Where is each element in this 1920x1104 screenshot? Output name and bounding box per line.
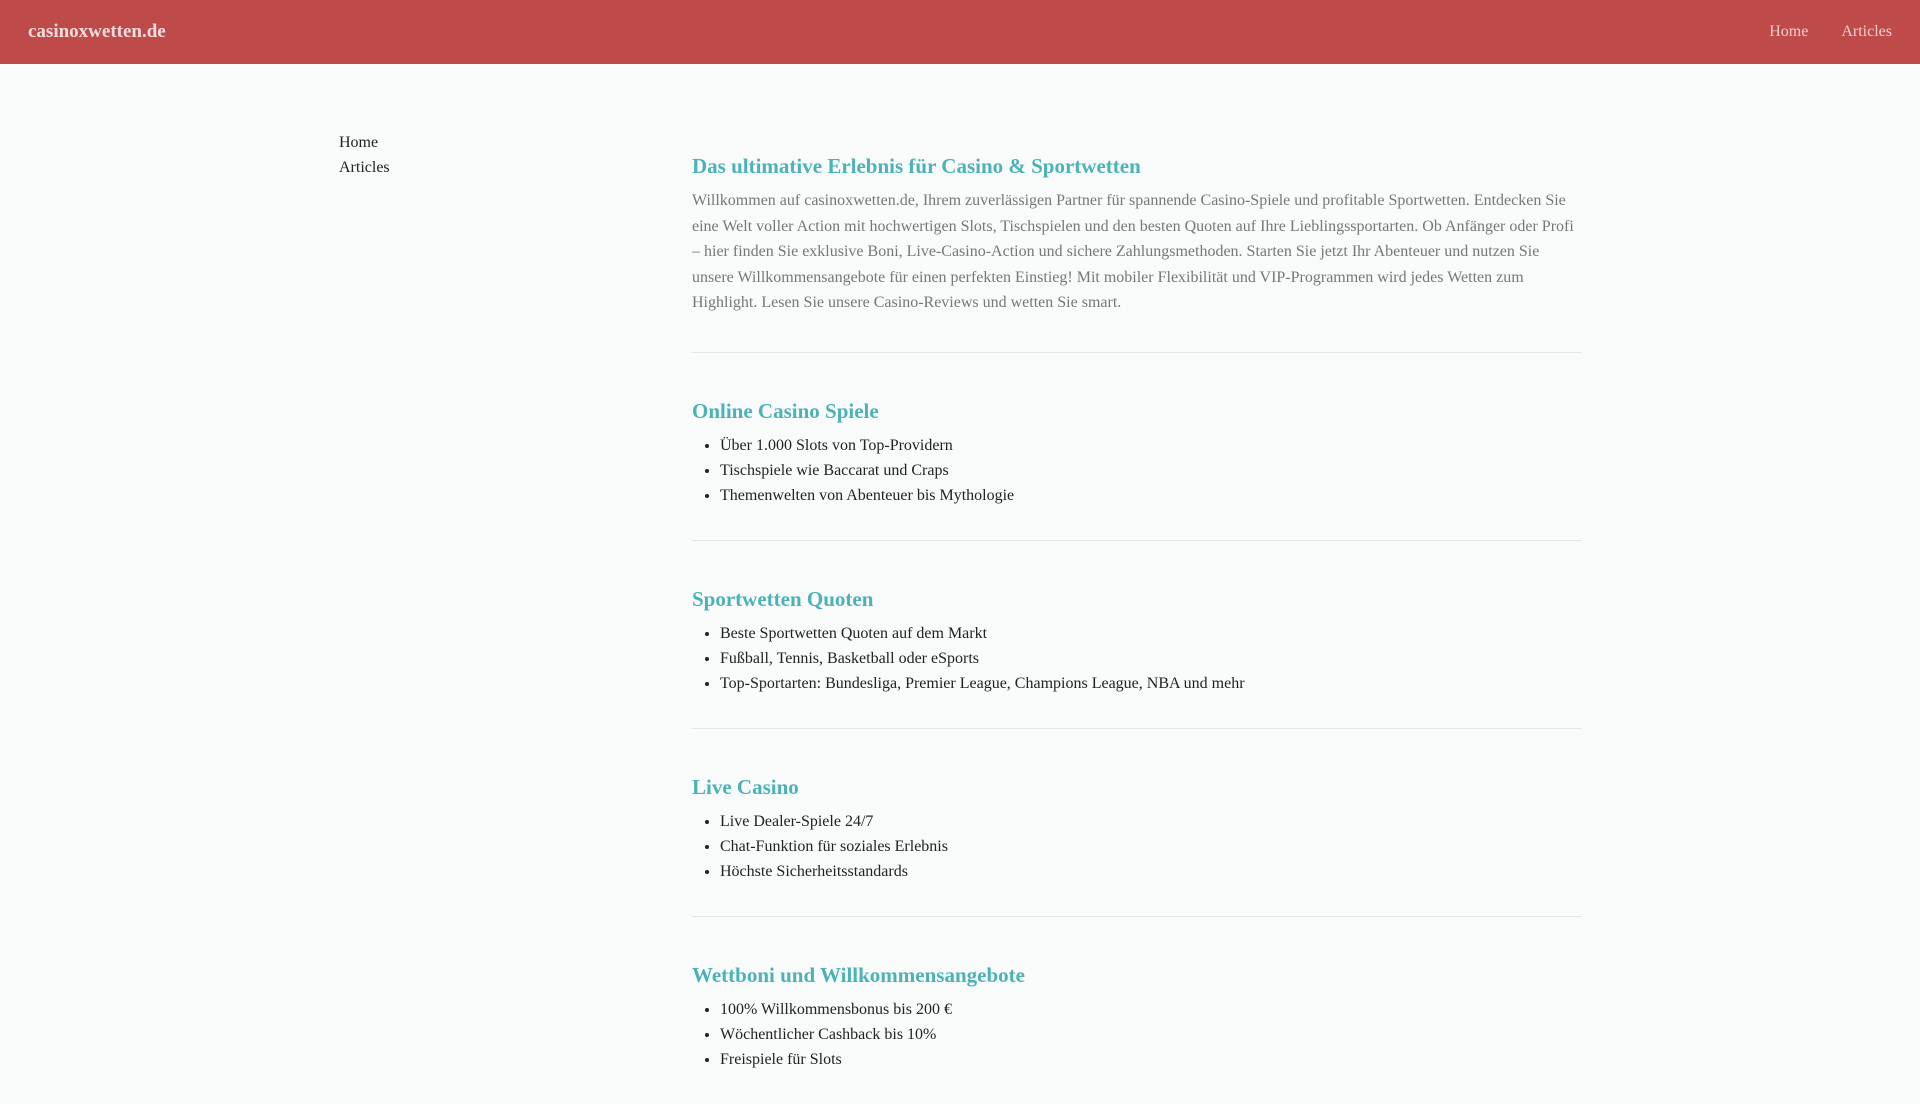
list-item: • Tischspiele wie Baccarat und Craps: [720, 458, 1582, 483]
main-content: [692, 148, 1582, 1104]
feature-list: [692, 997, 1582, 1072]
section-heading: Sportwetten Quoten: [692, 586, 874, 611]
list-item: • 100% Willkommensbonus bis 200 €: [720, 997, 1582, 1022]
list-item: • Themenwelten von Abenteuer bis Mythologie: [720, 483, 1582, 508]
section-live-casino: [692, 729, 1582, 917]
list-item: • Chat-Funktion für soziales Erlebnis: [720, 834, 1582, 859]
top-nav-home-link[interactable]: Home: [1769, 23, 1809, 40]
sidebar-item-articles[interactable]: Articles: [339, 159, 390, 176]
feature-list: [692, 809, 1582, 884]
top-nav: [1769, 0, 1892, 64]
intro-paragraph: Willkommen auf casinoxwetten.de, Ihrem zuverlässigen Partner für spannende Casino-Spiele und profitable Sportwetten. Entdecken Sie eine Welt voller Action mit hochwertigen Slots, Tischspielen und den besten Quoten auf Ihre Lieblingssportarten. Ob Anfänger oder Profi – hier finden Sie exklusive Boni, Live-Casino-Action und sichere Zahlungsmethoden. Starten Sie jetzt Ihr Abenteuer und nutzen Sie unsere Willkommensangebote für einen perfekten Einstieg! Mit mobiler Flexibilität und VIP-Programmen wird jedes Wetten zum Highlight. Lesen Sie unsere Casino-Reviews und wetten Sie smart.: [692, 192, 1574, 311]
section-heading: Online Casino Spiele: [692, 398, 879, 423]
list-item: • Beste Sportwetten Quoten auf dem Markt: [720, 621, 1582, 646]
list-item: • Wöchentlicher Cashback bis 10%: [720, 1022, 1582, 1047]
top-bar: [0, 0, 1920, 64]
section-heading: Wettboni und Willkommensangebote: [692, 962, 1025, 987]
section-sportwetten: [692, 541, 1582, 729]
list-item: • Top-Sportarten: Bundesliga, Premier League, Champions League, NBA und mehr: [720, 671, 1582, 696]
brand-link[interactable]: casinoxwetten.de: [28, 21, 166, 42]
page-title: Das ultimative Erlebnis für Casino & Sportwetten: [692, 154, 1141, 178]
feature-list: [692, 433, 1582, 508]
intro-section: [692, 148, 1582, 353]
section-online-casino: [692, 353, 1582, 541]
section-wettboni: [692, 917, 1582, 1072]
list-item: • Live Dealer-Spiele 24/7: [720, 809, 1582, 834]
section-heading: Live Casino: [692, 774, 799, 799]
list-item: • Fußball, Tennis, Basketball oder eSports: [720, 646, 1582, 671]
list-item: • Freispiele für Slots: [720, 1047, 1582, 1072]
list-item: • Über 1.000 Slots von Top-Providern: [720, 433, 1582, 458]
top-nav-articles-link[interactable]: Articles: [1841, 23, 1892, 40]
list-item: • Höchste Sicherheitsstandards: [720, 859, 1582, 884]
sidebar-nav: [339, 130, 390, 180]
sidebar-item-home[interactable]: Home: [339, 134, 379, 151]
feature-list: [692, 621, 1582, 696]
